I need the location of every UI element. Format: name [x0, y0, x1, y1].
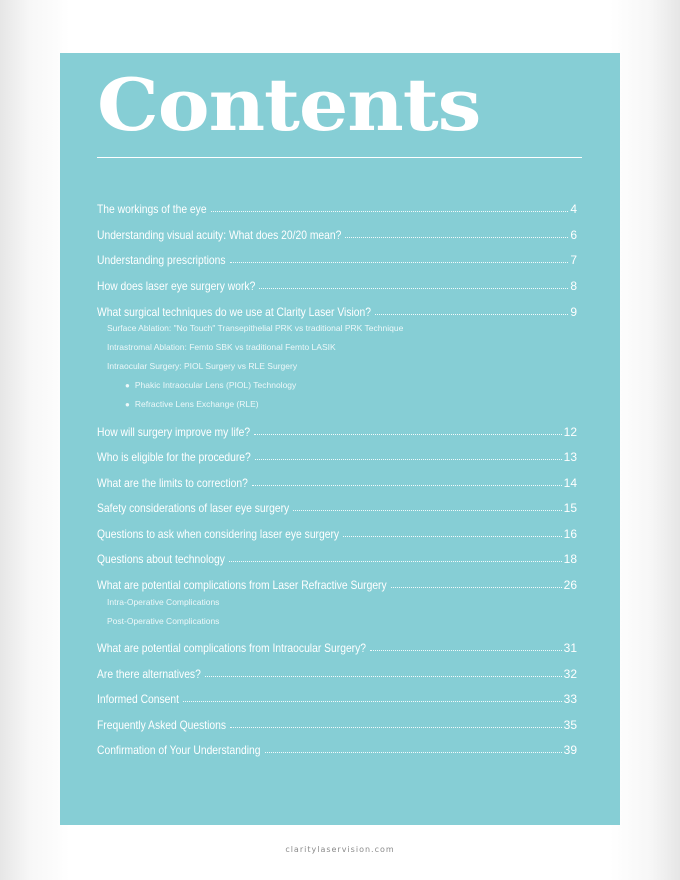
toc-entry-page: 8: [570, 279, 577, 293]
toc-entry[interactable]: [97, 275, 577, 293]
toc-bullet-item: [125, 398, 259, 411]
toc-entry-page: 35: [563, 718, 577, 732]
toc-entry-page: 15: [563, 501, 577, 515]
toc-entry-page: 12: [563, 425, 577, 439]
dot-leader: [255, 458, 562, 460]
dot-leader: [211, 210, 569, 212]
toc-entry[interactable]: [97, 421, 577, 439]
toc-entry[interactable]: [97, 574, 577, 592]
toc-entry[interactable]: [97, 224, 577, 242]
dot-leader: [370, 649, 562, 651]
toc-entry[interactable]: [97, 637, 577, 655]
toc-entry[interactable]: [97, 714, 577, 732]
toc-subentry: Post-Operative Complications: [107, 616, 220, 626]
dot-leader: [391, 586, 562, 588]
bullet-icon: ●: [125, 400, 130, 409]
dot-leader: [254, 433, 562, 435]
toc-subentry: Intraocular Surgery: PIOL Surgery vs RLE Surgery: [107, 361, 298, 371]
toc-entry-label: Questions about technology: [97, 552, 225, 566]
dot-leader: [265, 751, 562, 753]
toc-entry-page: 13: [563, 450, 577, 464]
dot-leader: [230, 261, 569, 263]
toc-entry-label: Understanding prescriptions: [97, 253, 226, 267]
toc-entry-label: What surgical techniques do we use at Clarity Laser Vision?: [97, 305, 372, 319]
toc-entry-page: 9: [570, 305, 577, 319]
dot-leader: [229, 560, 562, 562]
toc-bullet-label: Phakic Intraocular Lens (PIOL) Technology: [134, 380, 297, 390]
toc-bullet-label: Refractive Lens Exchange (RLE): [134, 399, 259, 409]
toc-entry[interactable]: [97, 523, 577, 541]
toc-entry-page: 4: [570, 202, 577, 216]
toc-subentry: Intrastromal Ablation: Femto SBK vs traditional Femto LASIK: [107, 342, 336, 352]
dot-leader: [345, 236, 568, 238]
toc-entry-page: 31: [563, 641, 577, 655]
contents-panel: [60, 53, 620, 825]
toc-entry-page: 39: [563, 743, 577, 757]
toc-entry[interactable]: [97, 472, 577, 490]
toc-entry-page: 7: [570, 253, 577, 267]
toc-entry-page: 16: [563, 527, 577, 541]
toc-entry[interactable]: [97, 198, 577, 216]
toc-entry[interactable]: [97, 688, 577, 706]
toc-entry-label: Safety considerations of laser eye surgery: [97, 501, 290, 515]
toc-entry-label: Frequently Asked Questions: [97, 718, 227, 732]
toc-entry-label: What are potential complications from Intraocular Surgery?: [97, 641, 367, 655]
dot-leader: [183, 700, 562, 702]
toc-entry[interactable]: [97, 249, 577, 267]
toc-entry-label: Questions to ask when considering laser eye surgery: [97, 527, 340, 541]
toc-entry-page: 32: [563, 667, 577, 681]
toc-entry-page: 33: [563, 692, 577, 706]
toc-subentry: Intra-Operative Complications: [107, 597, 220, 607]
toc-entry[interactable]: [97, 663, 577, 681]
dot-leader: [293, 509, 561, 511]
toc-bullet-item: [125, 379, 296, 392]
toc-entry-label: Informed Consent: [97, 692, 180, 706]
toc-entry-page: 26: [563, 578, 577, 592]
contents-title: Contents: [97, 62, 481, 147]
toc-entry-label: What are the limits to correction?: [97, 476, 248, 490]
toc-entry-label: Understanding visual acuity: What does 20/20 mean?: [97, 228, 342, 242]
toc-entry-label: How will surgery improve my life?: [97, 425, 251, 439]
dot-leader: [252, 484, 562, 486]
toc-entry-label: How does laser eye surgery work?: [97, 279, 256, 293]
toc-entry[interactable]: [97, 446, 577, 464]
dot-leader: [343, 535, 562, 537]
title-divider: [97, 157, 582, 158]
toc-entry-page: 6: [570, 228, 577, 242]
toc-entry-page: 18: [563, 552, 577, 566]
dot-leader: [375, 313, 568, 315]
toc-entry[interactable]: [97, 497, 577, 515]
toc-entry-label: The workings of the eye: [97, 202, 207, 216]
toc-entry-page: 14: [563, 476, 577, 490]
dot-leader: [205, 675, 562, 677]
toc-entry[interactable]: [97, 301, 577, 319]
toc-entry-label: Who is eligible for the procedure?: [97, 450, 251, 464]
toc-subentry: Surface Ablation: "No Touch" Transepithelial PRK vs traditional PRK Technique: [107, 323, 404, 333]
toc-entry-label: Confirmation of Your Understanding: [97, 743, 261, 757]
dot-leader: [259, 287, 568, 289]
dot-leader: [230, 726, 562, 728]
toc-entry[interactable]: [97, 739, 577, 757]
toc-entry[interactable]: [97, 548, 577, 566]
toc-entry-label: What are potential complications from Laser Refractive Surgery: [97, 578, 387, 592]
toc-entry-label: Are there alternatives?: [97, 667, 201, 681]
footer-url[interactable]: claritylaservision.com: [285, 845, 395, 854]
bullet-icon: ●: [125, 381, 130, 390]
